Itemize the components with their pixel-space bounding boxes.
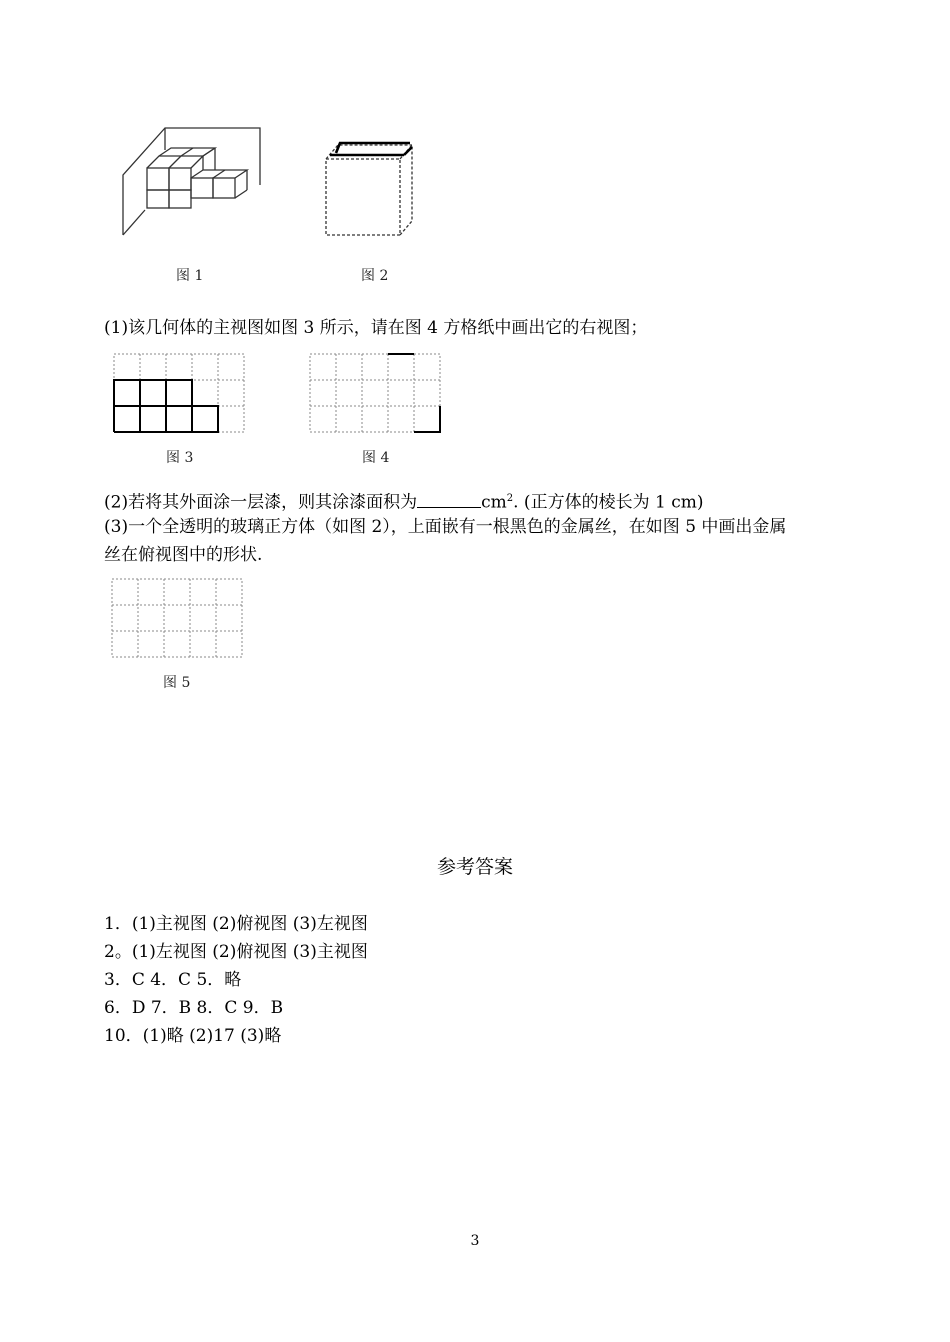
answer-line: 1．(1)主视图 (2)俯视图 (3)左视图 — [104, 914, 368, 934]
figure-5-top-view-grid — [110, 577, 245, 661]
answer-line: 2。(1)左视图 (2)俯视图 (3)主视图 — [104, 942, 368, 962]
answer-line: 3．C 4．C 5．略 — [104, 970, 242, 990]
unit-exponent: 2 — [506, 493, 514, 504]
question-part-3-line-2: 丝在俯视图中的形状. — [104, 545, 263, 565]
figure-1-caption: 图 1 — [176, 268, 204, 284]
question-part-3-line-1: (3)一个全透明的玻璃正方体（如图 2），上面嵌有一根黑色的金属丝，在如图 5 中画出金属 — [104, 517, 787, 537]
answer-blank[interactable] — [417, 489, 481, 508]
figure-1-cube-stack — [115, 120, 270, 240]
figure-4-caption: 图 4 — [362, 450, 390, 466]
figure-3-main-view-grid — [112, 352, 247, 436]
answers-title: 参考答案 — [436, 856, 513, 878]
answer-line: 10．(1)略 (2)17 (3)略 — [104, 1026, 282, 1046]
question-part-1: (1)该几何体的主视图如图 3 所示，请在图 4 方格纸中画出它的右视图； — [104, 318, 648, 338]
figure-5-caption: 图 5 — [163, 675, 191, 691]
question-part-2 — [104, 486, 703, 516]
figure-4-right-view-grid — [308, 352, 443, 436]
figure-2-caption: 图 2 — [361, 268, 389, 284]
figure-2-glass-cube — [320, 135, 435, 240]
question-part-2-text: (2)若将其外面涂一层漆，则其涂漆面积为 — [104, 492, 418, 513]
unit-cm: cm — [481, 492, 507, 513]
question-part-2-note: . (正方体的棱长为 1 cm) — [513, 492, 704, 513]
figure-3-caption: 图 3 — [166, 450, 194, 466]
page-number: 3 — [470, 1233, 480, 1249]
answer-line: 6．D 7．B 8．C 9．B — [104, 998, 284, 1018]
